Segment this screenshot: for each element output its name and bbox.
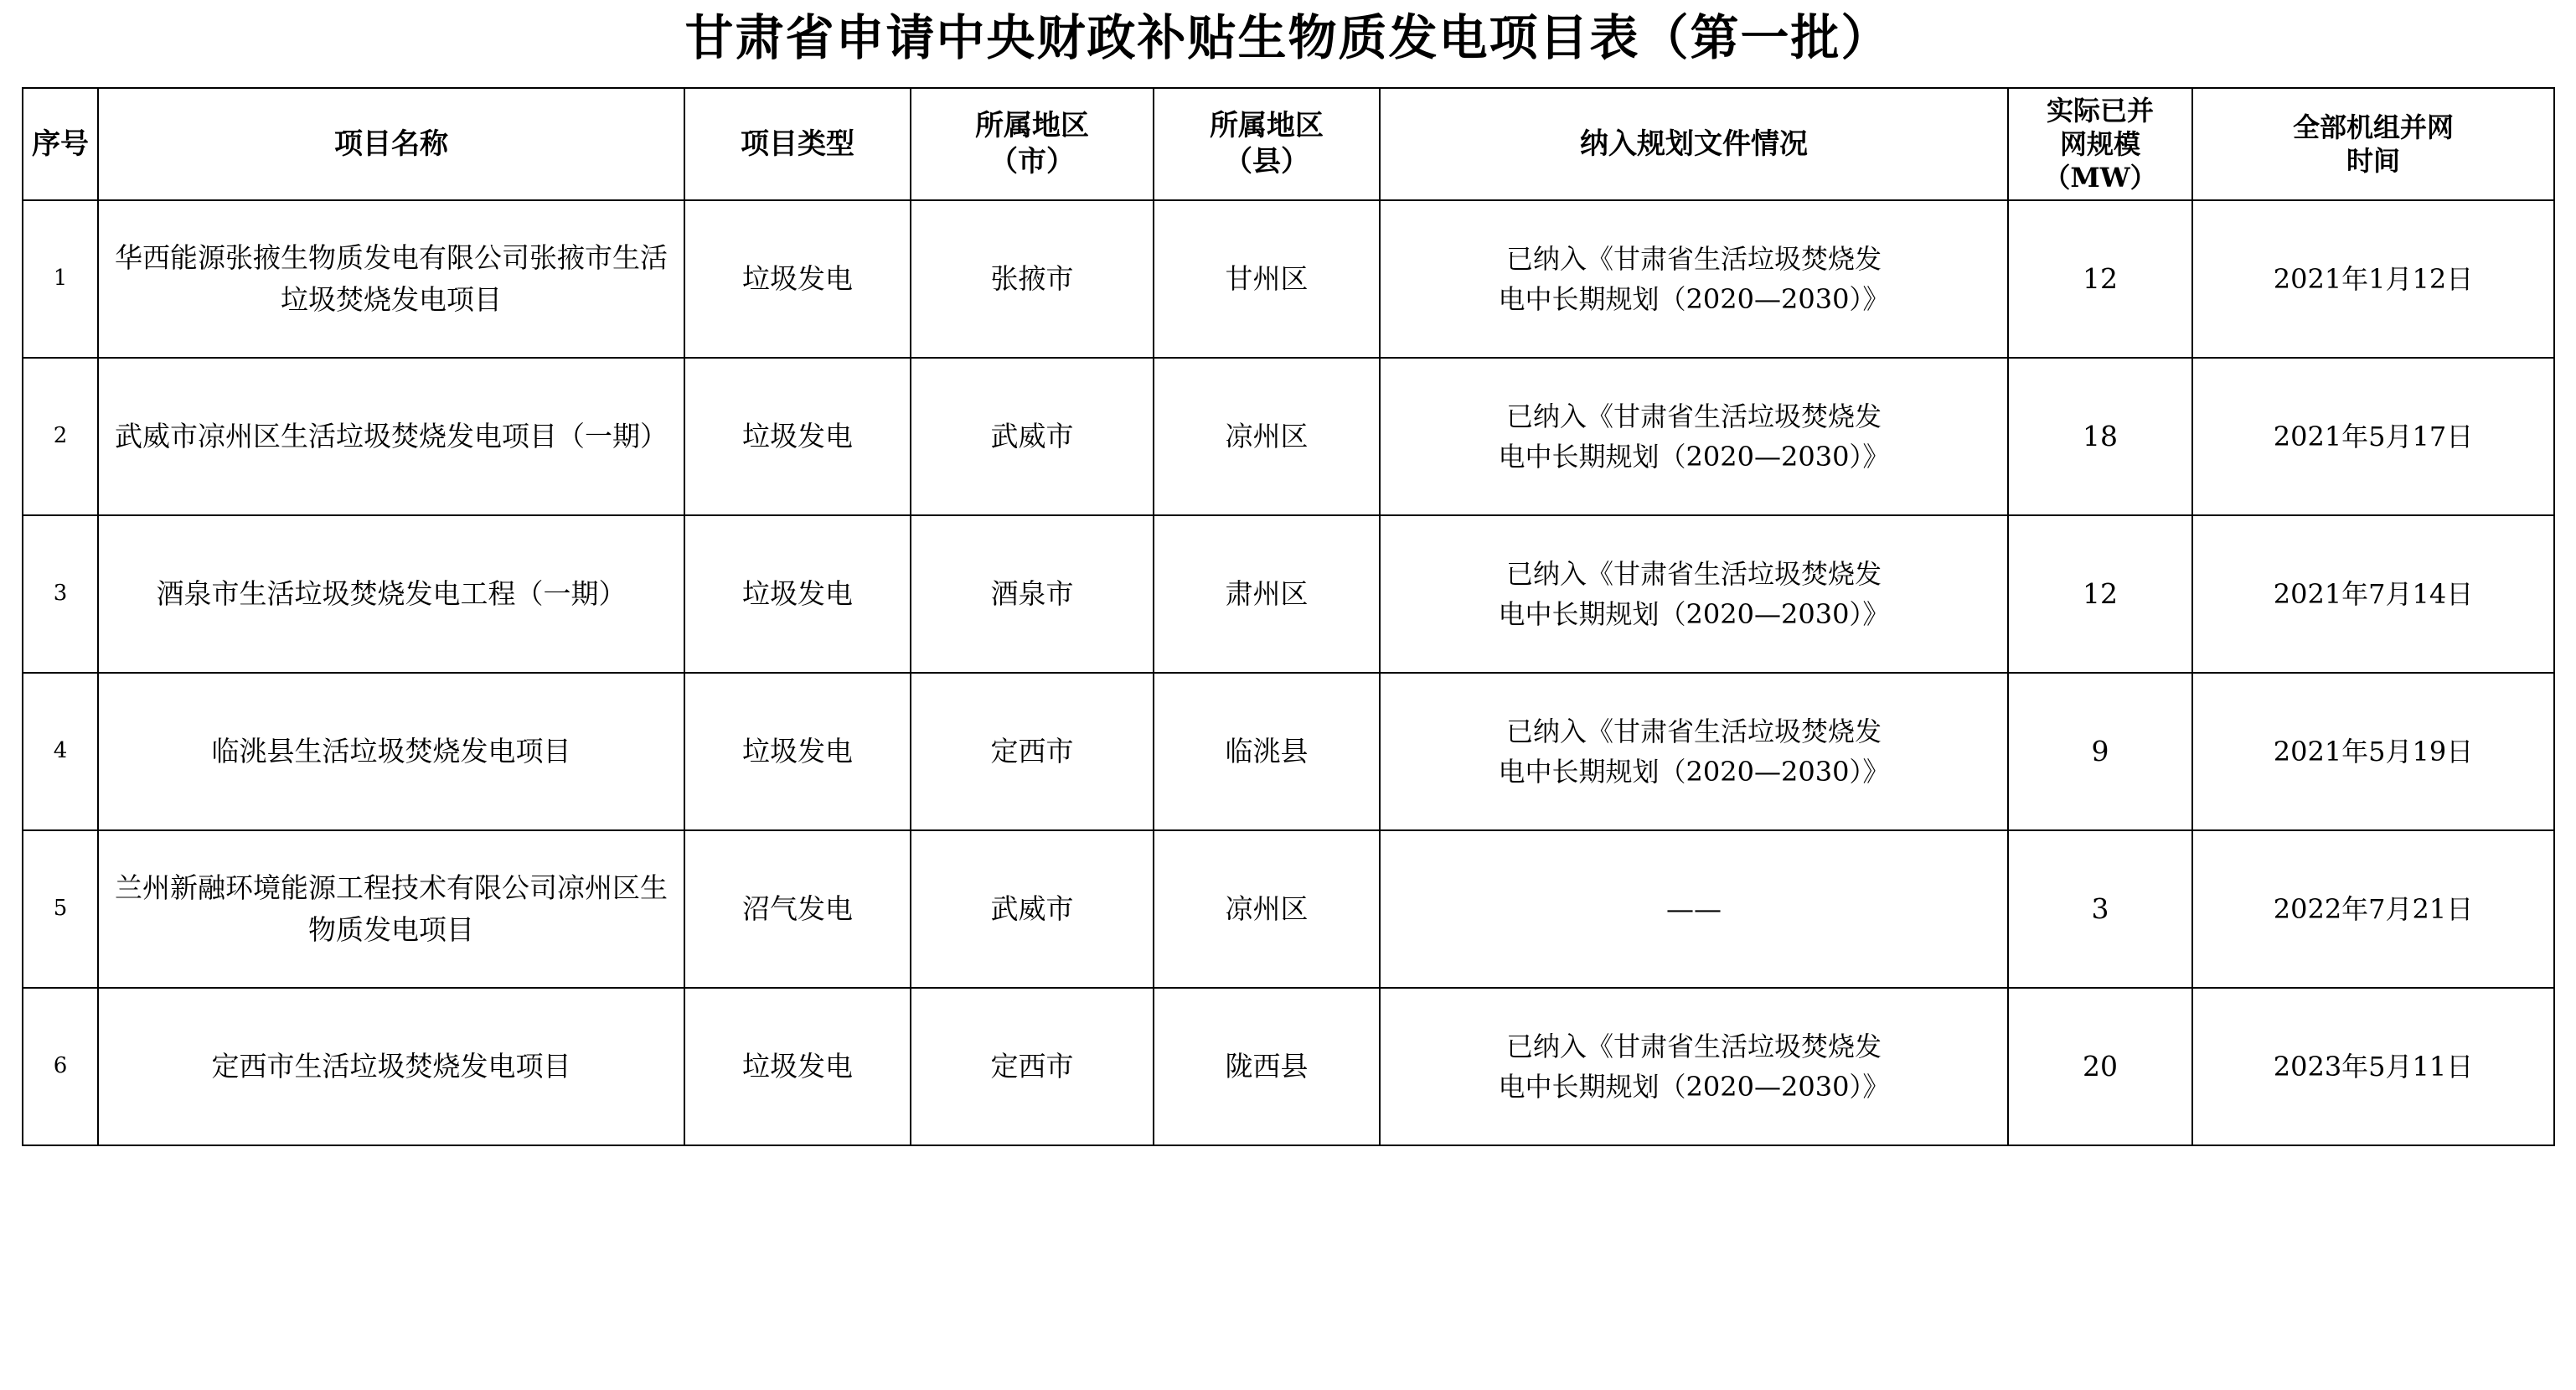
cell-county: 肃州区 <box>1154 515 1380 673</box>
cell-grid-scale: 12 <box>2008 200 2192 358</box>
cell-project-type: 垃圾发电 <box>684 200 911 358</box>
cell-county: 甘州区 <box>1154 200 1380 358</box>
column-header-county-line2: （县） <box>1224 144 1309 178</box>
cell-plan-status-line1: 已纳入《甘肃省生活垃圾焚烧发 <box>1505 1030 1882 1062</box>
cell-project-type: 垃圾发电 <box>684 988 911 1145</box>
cell-index: 5 <box>23 830 98 988</box>
cell-project-type: 垃圾发电 <box>684 515 911 673</box>
table-row <box>23 358 2554 515</box>
column-header-grid-time-line1: 全部机组并网 <box>2292 111 2454 143</box>
cell-project-name: 定西市生活垃圾焚烧发电项目 <box>98 988 684 1145</box>
table-row <box>23 830 2554 988</box>
column-header-grid-time-line2: 时间 <box>2346 144 2400 177</box>
cell-city: 酒泉市 <box>911 515 1154 673</box>
column-header-index: 序号 <box>23 88 98 200</box>
cell-project-type: 沼气发电 <box>684 830 911 988</box>
cell-project-name: 华西能源张掖生物质发电有限公司张掖市生活垃圾焚烧发电项目 <box>98 200 684 358</box>
column-header-city <box>911 88 1154 200</box>
cell-index: 1 <box>23 200 98 358</box>
cell-city: 张掖市 <box>911 200 1154 358</box>
cell-plan-status <box>1380 200 2008 358</box>
cell-grid-time: 2022年7月21日 <box>2192 830 2554 988</box>
cell-plan-status-line1: 已纳入《甘肃省生活垃圾焚烧发 <box>1505 242 1882 275</box>
cell-project-name: 武威市凉州区生活垃圾焚烧发电项目（一期） <box>98 358 684 515</box>
cell-plan-status-line2: 电中长期规划（2020—2030）》 <box>1498 755 1890 788</box>
cell-grid-scale: 18 <box>2008 358 2192 515</box>
cell-index: 6 <box>23 988 98 1145</box>
cell-project-name: 临洮县生活垃圾焚烧发电项目 <box>98 673 684 830</box>
cell-plan-status <box>1380 515 2008 673</box>
column-header-county-line1: 所属地区 <box>1210 109 1324 143</box>
cell-plan-status <box>1380 830 2008 988</box>
column-header-county <box>1154 88 1380 200</box>
cell-grid-scale: 3 <box>2008 830 2192 988</box>
cell-plan-status-line2: 电中长期规划（2020—2030）》 <box>1498 1070 1890 1103</box>
page-title: 甘肃省申请中央财政补贴生物质发电项目表（第一批） <box>684 9 1892 66</box>
cell-grid-time: 2023年5月11日 <box>2192 988 2554 1145</box>
cell-grid-time: 2021年1月12日 <box>2192 200 2554 358</box>
column-header-grid-scale <box>2008 88 2192 200</box>
cell-grid-scale: 20 <box>2008 988 2192 1145</box>
cell-city: 武威市 <box>911 830 1154 988</box>
column-header-city-line2: （市） <box>989 144 1075 178</box>
cell-index: 3 <box>23 515 98 673</box>
cell-county: 凉州区 <box>1154 830 1380 988</box>
column-header-project-name: 项目名称 <box>98 88 684 200</box>
cell-grid-time: 2021年7月14日 <box>2192 515 2554 673</box>
column-header-grid-scale-line1: 实际已并 <box>2046 94 2154 127</box>
column-header-grid-scale-line2: 网规模 <box>2059 127 2140 160</box>
table-row <box>23 515 2554 673</box>
column-header-grid-time <box>2192 88 2554 200</box>
cell-plan-status-line2: 电中长期规划（2020—2030）》 <box>1498 440 1890 473</box>
cell-county: 临洮县 <box>1154 673 1380 830</box>
table-row <box>23 673 2554 830</box>
cell-plan-status-line1: —— <box>1666 892 1722 926</box>
table-header-row <box>23 88 2554 200</box>
cell-project-type: 垃圾发电 <box>684 673 911 830</box>
cell-county: 凉州区 <box>1154 358 1380 515</box>
cell-plan-status <box>1380 673 2008 830</box>
cell-plan-status-line1: 已纳入《甘肃省生活垃圾焚烧发 <box>1505 557 1882 590</box>
cell-grid-time: 2021年5月17日 <box>2192 358 2554 515</box>
cell-plan-status <box>1380 358 2008 515</box>
cell-project-name: 酒泉市生活垃圾焚烧发电工程（一期） <box>98 515 684 673</box>
column-header-plan-status: 纳入规划文件情况 <box>1380 88 2008 200</box>
table-row <box>23 200 2554 358</box>
cell-county: 陇西县 <box>1154 988 1380 1145</box>
cell-plan-status-line1: 已纳入《甘肃省生活垃圾焚烧发 <box>1505 400 1882 432</box>
cell-plan-status-line1: 已纳入《甘肃省生活垃圾焚烧发 <box>1505 715 1882 747</box>
table-body <box>23 200 2554 1145</box>
cell-grid-time: 2021年5月19日 <box>2192 673 2554 830</box>
cell-city: 定西市 <box>911 673 1154 830</box>
cell-project-type: 垃圾发电 <box>684 358 911 515</box>
cell-city: 武威市 <box>911 358 1154 515</box>
cell-plan-status <box>1380 988 2008 1145</box>
biomass-projects-table <box>22 87 2555 1146</box>
column-header-project-type: 项目类型 <box>684 88 911 200</box>
cell-index: 2 <box>23 358 98 515</box>
table-row <box>23 988 2554 1145</box>
cell-index: 4 <box>23 673 98 830</box>
cell-grid-scale: 12 <box>2008 515 2192 673</box>
cell-grid-scale: 9 <box>2008 673 2192 830</box>
cell-city: 定西市 <box>911 988 1154 1145</box>
table-header <box>23 88 2554 200</box>
column-header-city-line1: 所属地区 <box>975 109 1089 143</box>
cell-plan-status-line2: 电中长期规划（2020—2030）》 <box>1498 597 1890 630</box>
cell-plan-status-line2: 电中长期规划（2020—2030）》 <box>1498 282 1890 315</box>
cell-project-name: 兰州新融环境能源工程技术有限公司凉州区生物质发电项目 <box>98 830 684 988</box>
column-header-grid-scale-line3: （MW） <box>2043 161 2157 194</box>
